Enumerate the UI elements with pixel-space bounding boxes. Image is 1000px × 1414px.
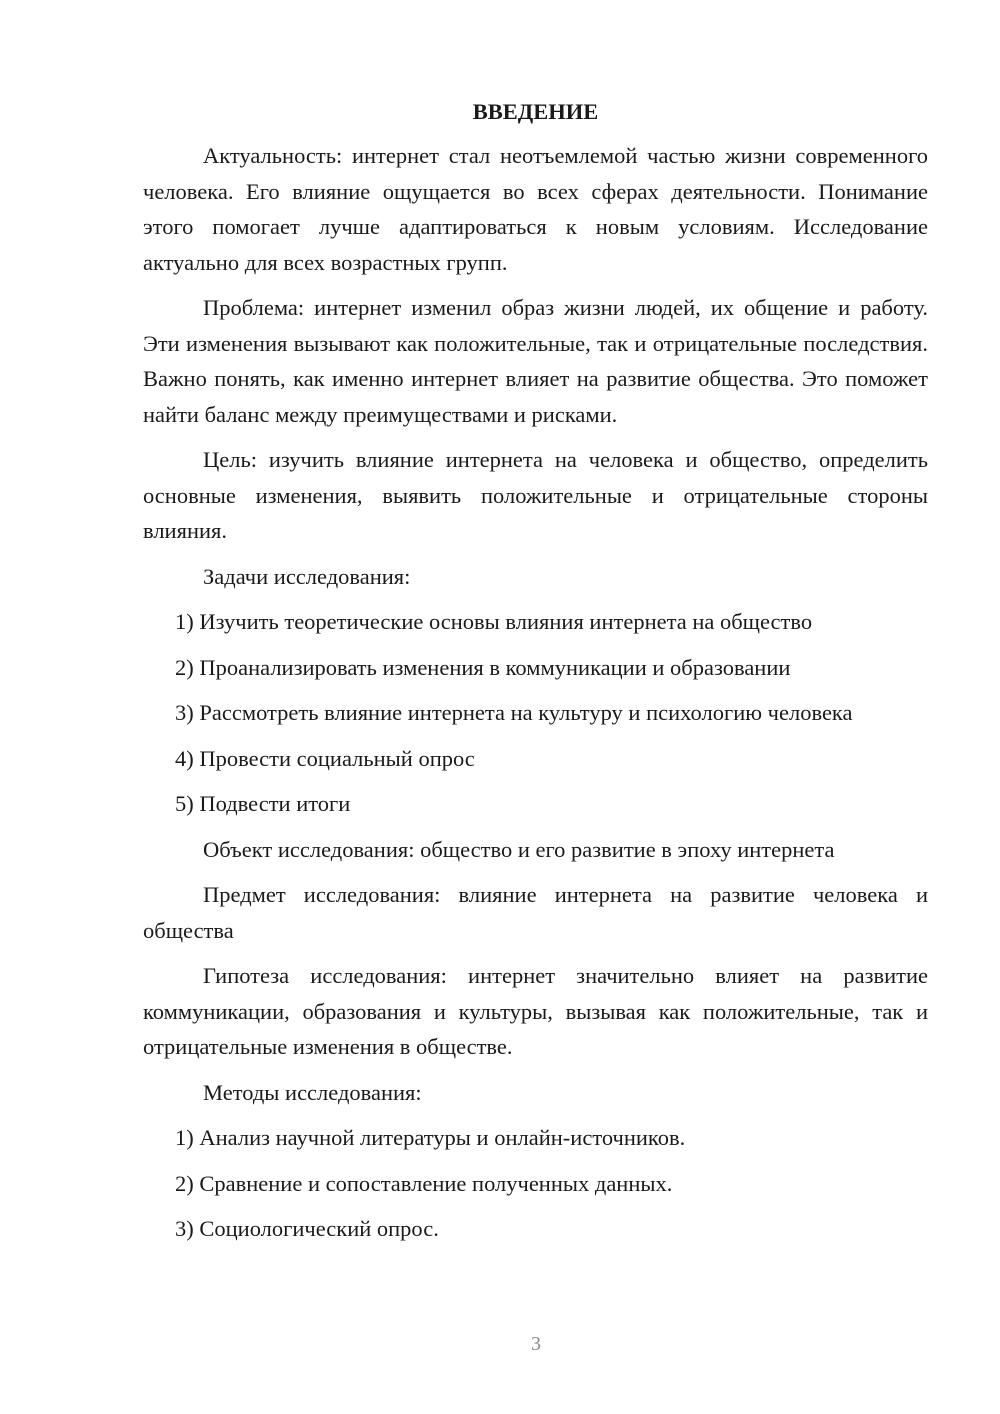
section-heading: ВВЕДЕНИЕ bbox=[472, 99, 599, 124]
methods-heading: Методы исследования: bbox=[203, 1079, 422, 1105]
page-number: 3 bbox=[531, 1333, 541, 1355]
relevance-paragraph: Актуальность: интернет стал неотъемлемой частью жизни современного человека. Его влияние ощущается во всех сферах деятельности. Понимание этого помогает лучше адаптироваться к новым условиям. Исследование актуально для всех возрастных групп. bbox=[143, 143, 928, 275]
tasks-heading: Задачи исследования: bbox=[203, 563, 411, 589]
hypothesis-paragraph: Гипотеза исследования: интернет значительно влияет на развитие коммуникации, образования и культуры, вызывая как положительные, так и отрицательные изменения в обществе. bbox=[143, 963, 928, 1059]
list-item: 3) Рассмотреть влияние интернета на культуру и психологию человека bbox=[175, 700, 853, 725]
list-item: 1) Изучить теоретические основы влияния интернета на общество bbox=[175, 609, 813, 634]
object-paragraph: Объект исследования: общество и его развитие в эпоху интернета bbox=[203, 836, 835, 862]
list-item: 5) Подвести итоги bbox=[175, 791, 351, 816]
list-item: 2) Проанализировать изменения в коммуникации и образовании bbox=[175, 654, 791, 680]
list-item: 2) Сравнение и сопоставление полученных данных. bbox=[175, 1170, 673, 1196]
list-item: 3) Социологический опрос. bbox=[175, 1216, 439, 1241]
list-item: 1) Анализ научной литературы и онлайн-источников. bbox=[175, 1125, 686, 1150]
page-content bbox=[143, 95, 928, 1257]
list-item: 4) Провести социальный опрос bbox=[175, 745, 475, 771]
subject-paragraph: Предмет исследования: влияние интернета на развитие человека и общества bbox=[143, 882, 928, 943]
goal-paragraph: Цель: изучить влияние интернета на человека и общество, определить основные изменения, выявить положительные и отрицательные стороны влияния. bbox=[143, 447, 928, 543]
problem-paragraph: Проблема: интернет изменил образ жизни людей, их общение и работу. Эти изменения вызывают как положительные, так и отрицательные последствия. Важно понять, как именно интернет влияет на развитие общества. Это поможет найти баланс между преимуществами и рисками. bbox=[143, 295, 928, 427]
